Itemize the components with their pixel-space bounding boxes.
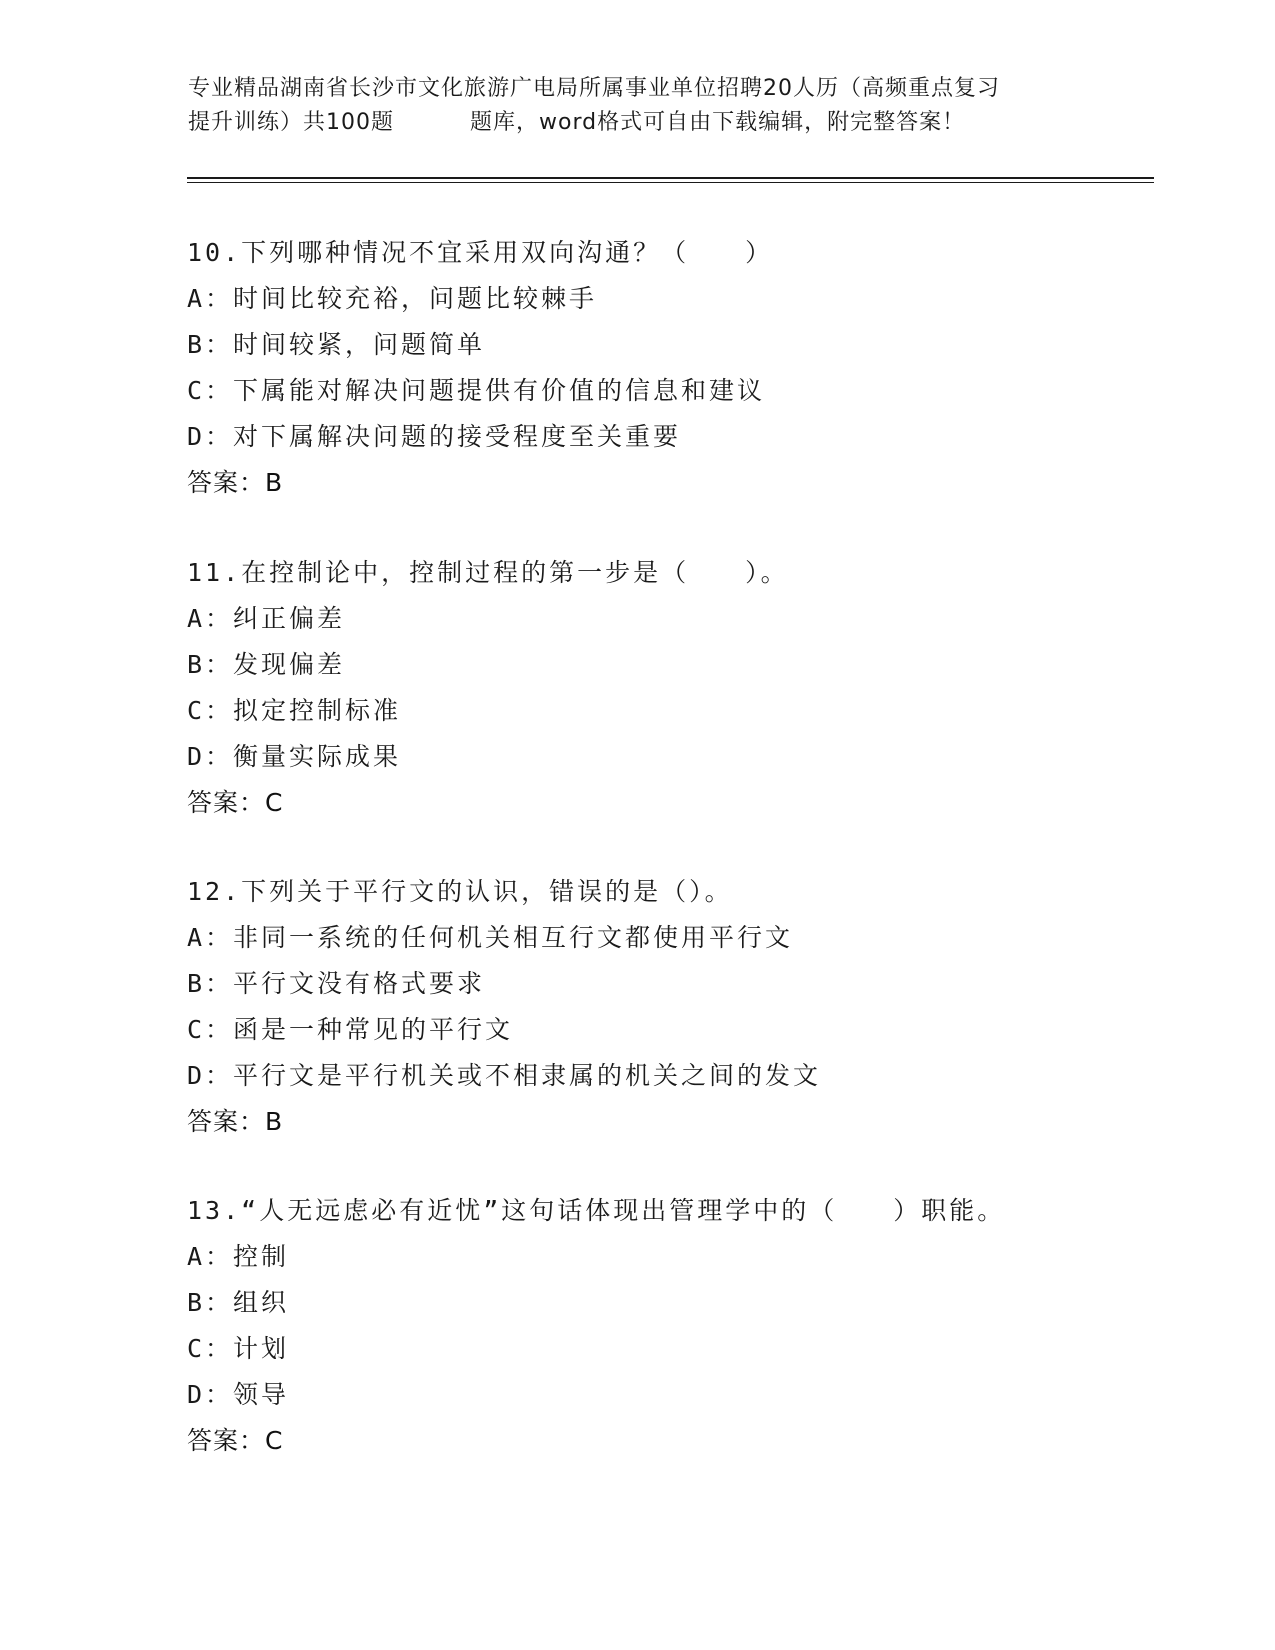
option-d: D：平行文是平行机关或不相隶属的机关之间的发文 <box>187 1061 822 1090</box>
header-divider-thin <box>187 182 1154 183</box>
header-title-line-2-left: 提升训练）共100题 <box>188 110 394 135</box>
answer-label: 答案：C <box>187 788 284 817</box>
option-d: D：对下属解决问题的接受程度至关重要 <box>187 422 682 451</box>
question-stem: 12.下列关于平行文的认识，错误的是（）。 <box>187 877 733 906</box>
option-b: B：平行文没有格式要求 <box>187 969 486 998</box>
option-a: A：控制 <box>187 1242 290 1271</box>
option-a: A：非同一系统的任何机关相互行文都使用平行文 <box>187 923 794 952</box>
question-block <box>187 869 1127 1145</box>
option-b: B：组织 <box>187 1288 290 1317</box>
header-title-line-2 <box>188 106 1088 140</box>
option-d: D：衡量实际成果 <box>187 742 402 771</box>
option-b: B：时间较紧，问题简单 <box>187 330 486 359</box>
option-b: B：发现偏差 <box>187 650 346 679</box>
header-divider-thick <box>187 177 1154 179</box>
answer-label: 答案：B <box>187 1107 284 1136</box>
option-d: D：领导 <box>187 1380 290 1409</box>
question-block <box>187 550 1127 826</box>
header-title-line-1: 专业精品湖南省长沙市文化旅游广电局所属事业单位招聘20人历（高频重点复习 <box>188 76 1000 101</box>
question-stem: 11.在控制论中，控制过程的第一步是（ ）。 <box>187 558 789 587</box>
option-c: C：下属能对解决问题提供有价值的信息和建议 <box>187 376 766 405</box>
question-block <box>187 230 1127 506</box>
option-c: C：拟定控制标准 <box>187 696 402 725</box>
option-a: A：纠正偏差 <box>187 604 346 633</box>
question-stem: 13.“人无远虑必有近忧”这句话体现出管理学中的（ ）职能。 <box>187 1196 1006 1225</box>
option-c: C：计划 <box>187 1334 290 1363</box>
document-header <box>188 72 1088 140</box>
option-a: A：时间比较充裕，问题比较棘手 <box>187 284 598 313</box>
header-title-line-2-right: 题库，word格式可自由下载编辑，附完整答案！ <box>470 110 966 135</box>
answer-label: 答案：C <box>187 1426 284 1455</box>
option-c: C：函是一种常见的平行文 <box>187 1015 514 1044</box>
question-block <box>187 1188 1127 1464</box>
answer-label: 答案：B <box>187 468 284 497</box>
question-stem: 10.下列哪种情况不宜采用双向沟通？（ ） <box>187 238 774 267</box>
